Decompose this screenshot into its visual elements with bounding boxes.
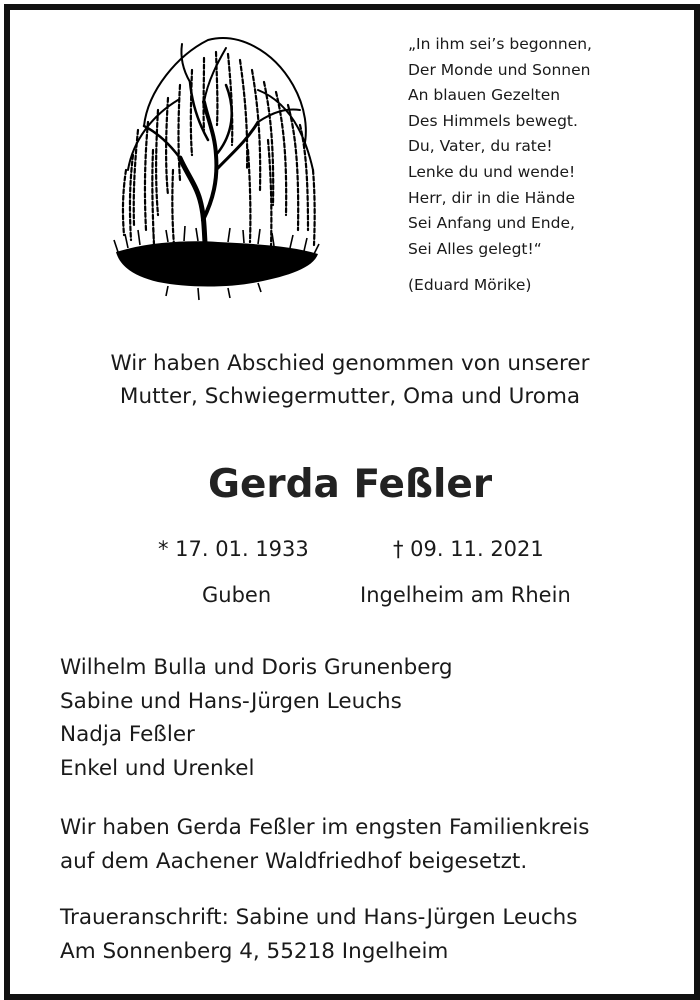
mourning-address: [60, 901, 578, 968]
poem-line: „In ihm sei’s begonnen,: [408, 35, 592, 53]
poem-author: (Eduard Mörike): [408, 276, 532, 295]
poem-line: Du, Vater, du rate!: [408, 137, 553, 156]
address-line-2: Am Sonnenberg 4, 55218 Ingelheim: [60, 938, 449, 964]
burial-line-1: Wir haben Gerda Feßler im engsten Familienkreis: [60, 815, 590, 840]
burial-notice: [60, 811, 590, 878]
birth-date: * 17. 01. 1933: [158, 537, 309, 561]
mourner-item: Nadja Feßler: [60, 722, 195, 747]
birth-place: Guben: [202, 583, 272, 607]
poem-line: An blauen Gezelten: [408, 86, 561, 105]
death-date: † 09. 11. 2021: [393, 537, 544, 561]
burial-line-2: auf dem Aachener Waldfriedhof beigesetzt.: [60, 848, 528, 874]
mourner-item: Wilhelm Bulla und Doris Grunenberg: [60, 655, 453, 680]
death-place: Ingelheim am Rhein: [360, 583, 571, 607]
farewell-text: [0, 347, 700, 413]
poem-line: Der Monde und Sonnen: [408, 60, 591, 79]
mourner-item: Sabine und Hans-Jürgen Leuchs: [60, 688, 402, 714]
weeping-willow-icon: [108, 30, 323, 305]
poem-line: Lenke du und wende!: [408, 162, 576, 181]
address-line-1: Traueranschrift: Sabine und Hans-Jürgen Leuchs: [60, 905, 578, 930]
farewell-line-2: Mutter, Schwiegermutter, Oma und Uroma: [119, 384, 581, 409]
mourners-list: [60, 651, 453, 785]
poem-line: Sei Alles gelegt!“: [408, 239, 542, 258]
poem-line: Sei Anfang und Ende,: [408, 214, 575, 233]
poem-line: Herr, dir in die Hände: [408, 188, 575, 207]
poem-line: Des Himmels bewegt.: [408, 111, 578, 130]
mourner-item: Enkel und Urenkel: [60, 755, 255, 781]
deceased-name: Gerda Feßler: [207, 462, 493, 507]
farewell-line-1: Wir haben Abschied genommen von unserer: [110, 351, 590, 376]
poem: [408, 32, 668, 299]
